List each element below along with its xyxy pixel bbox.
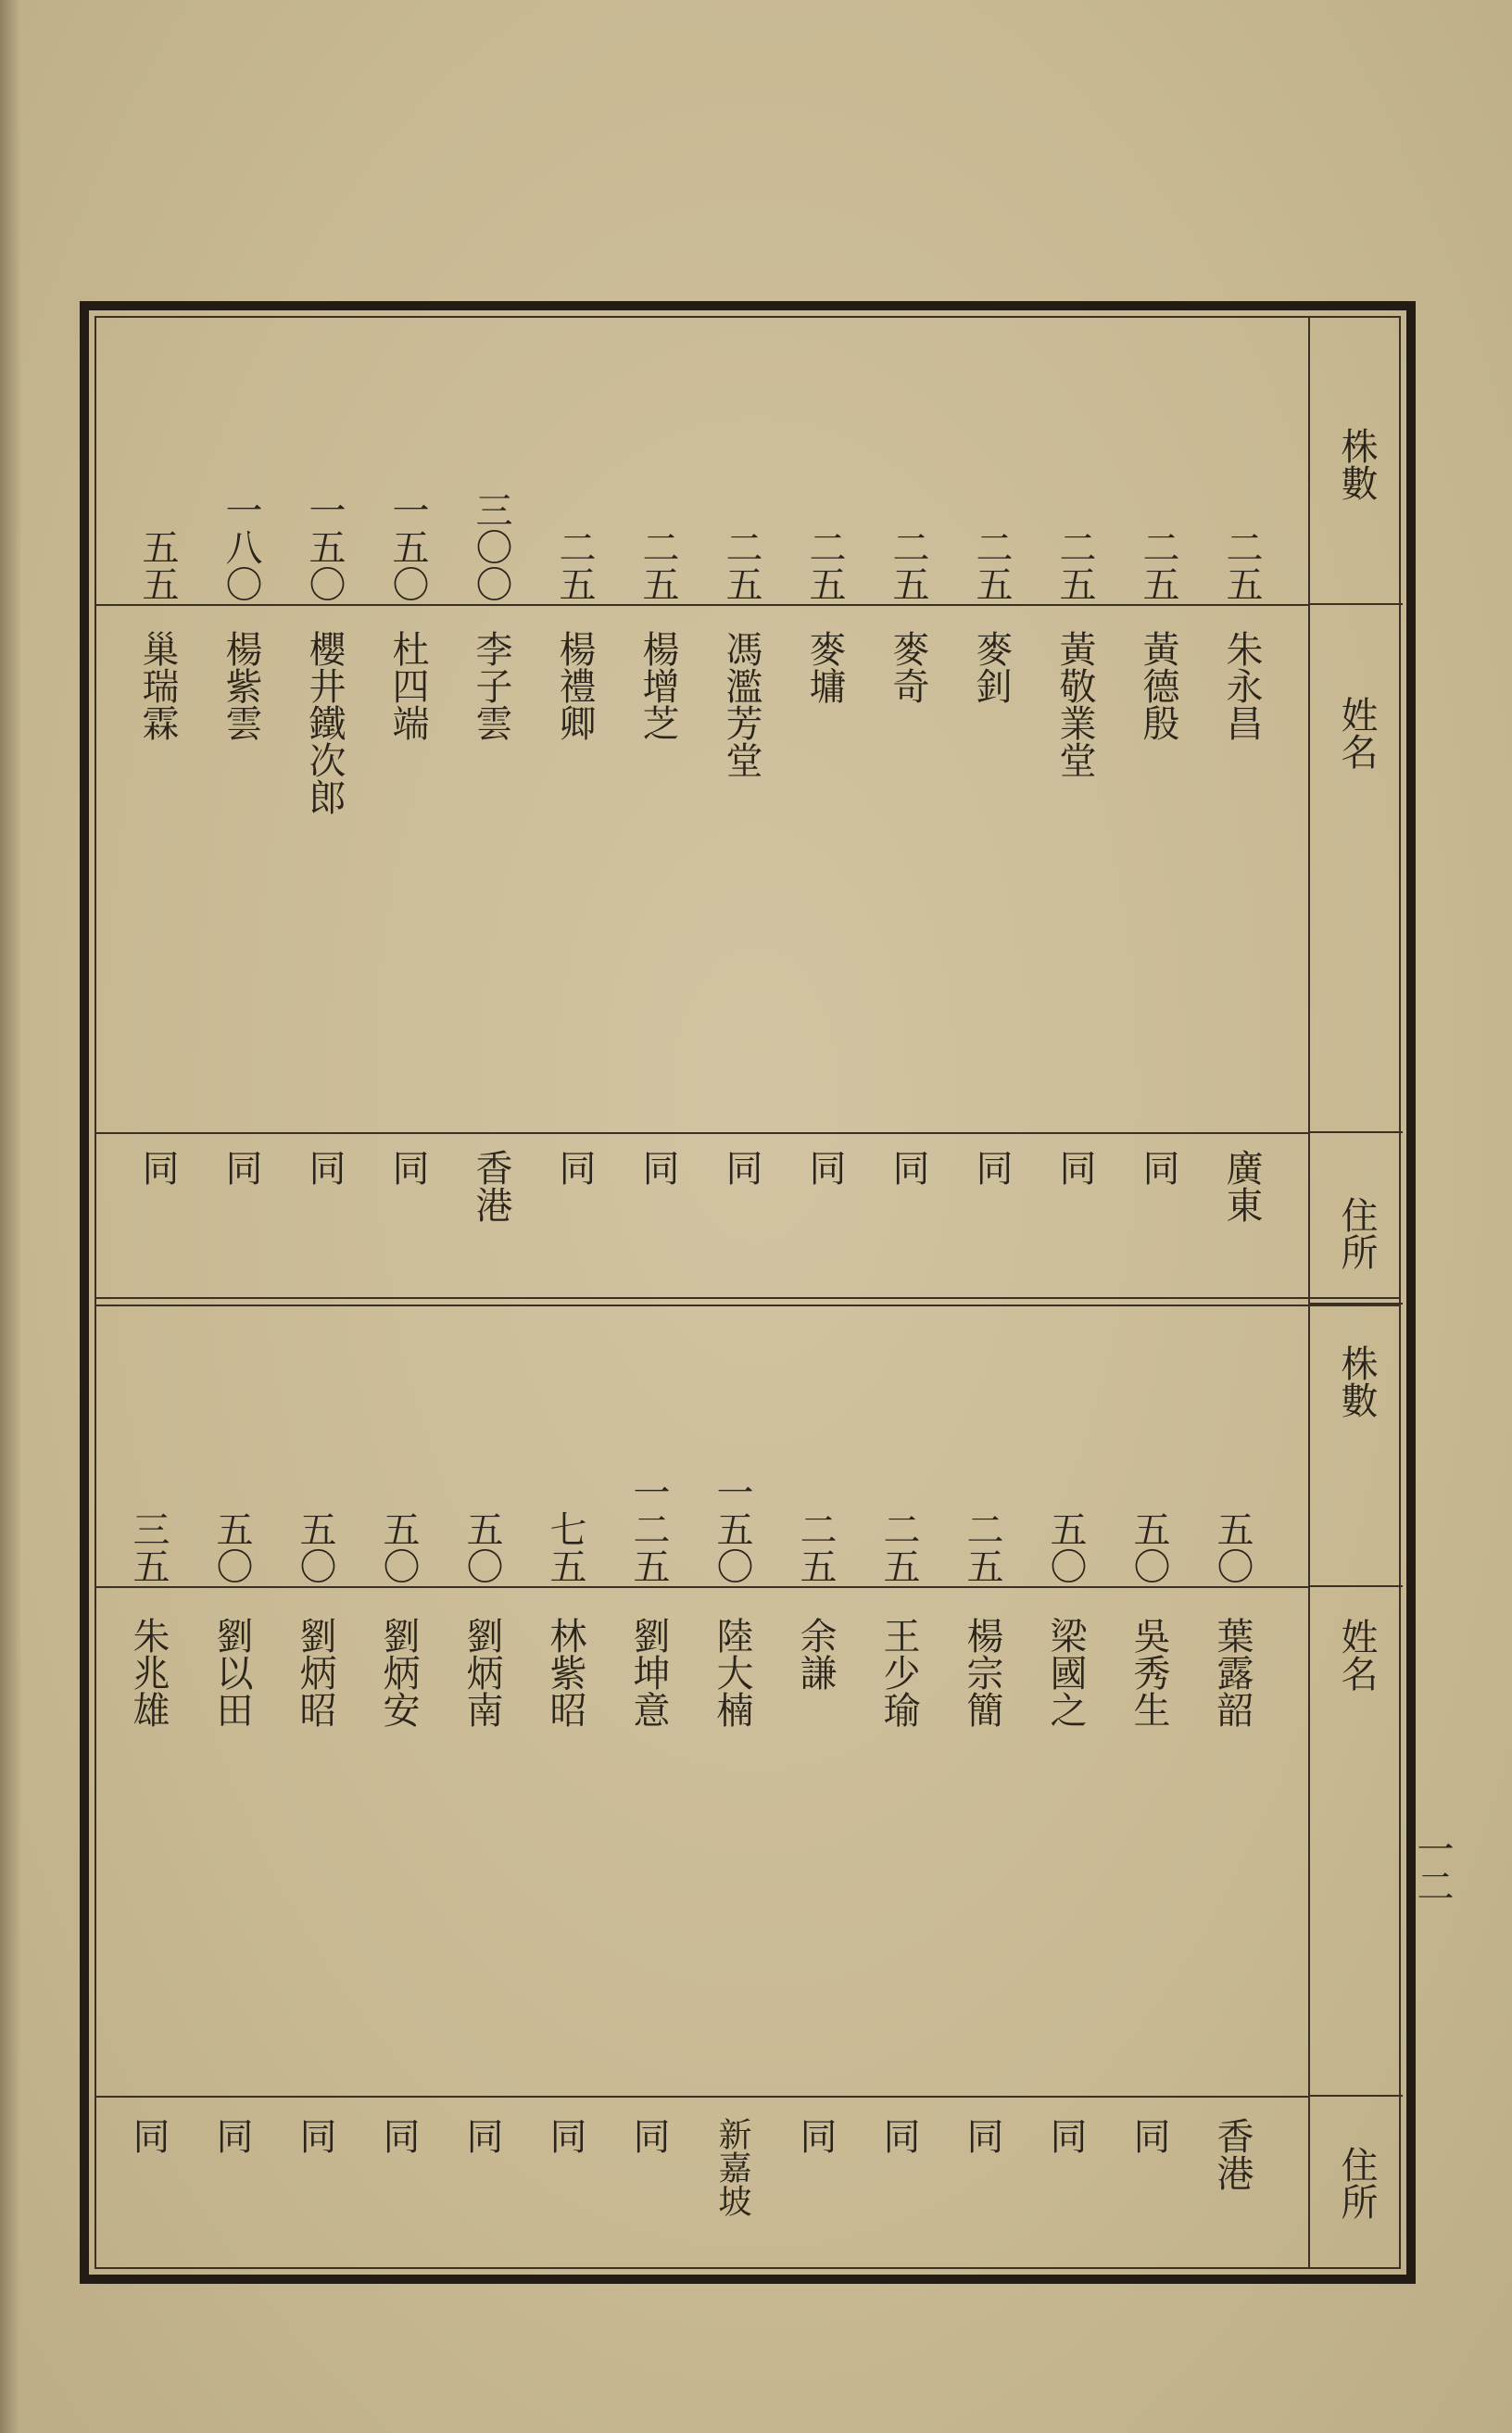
shares-cell: 二五 — [1137, 528, 1179, 602]
shares-cell: 五〇 — [377, 1510, 420, 1584]
name-cell: 梁國之 — [1044, 1617, 1087, 1728]
header-shares-label: 株數 — [1335, 1344, 1378, 1418]
shares-cell: 一五〇 — [303, 491, 346, 602]
shares-cell: 二五 — [877, 1510, 920, 1584]
shares-cell: 五五 — [136, 528, 179, 602]
shares-cell: 一五〇 — [386, 491, 429, 602]
address-cell: 同 — [127, 2117, 170, 2154]
shares-cell: 七五 — [544, 1510, 586, 1584]
header-address-lower — [1310, 2099, 1403, 2266]
shares-cell: 二五 — [553, 528, 596, 602]
page-number: 一二 — [1411, 1830, 1454, 1904]
address-cell: 同 — [553, 1149, 596, 1186]
header-divider — [1310, 1131, 1403, 1133]
address-cell: 同 — [294, 2117, 336, 2154]
name-cell: 櫻井鐵次郎 — [303, 630, 346, 815]
name-cell: 王少瑜 — [877, 1617, 920, 1728]
header-divider — [1310, 2095, 1403, 2097]
address-cell: 同 — [1044, 2117, 1087, 2154]
shares-cell: 二五 — [887, 528, 929, 602]
name-cell: 楊宗簡 — [961, 1617, 1003, 1728]
header-address-label: 住所 — [1335, 2146, 1378, 2220]
shares-cell: 二五 — [636, 528, 679, 602]
name-cell: 吳秀生 — [1128, 1617, 1170, 1728]
header-name-label: 姓名 — [1335, 1618, 1378, 1692]
section-separator — [94, 1305, 1401, 1306]
address-cell: 同 — [627, 2117, 670, 2154]
shares-cell: 五〇 — [460, 1510, 503, 1584]
address-cell: 同 — [1137, 1149, 1179, 1186]
shares-cell: 一五〇 — [711, 1473, 753, 1584]
shares-cell: 二五 — [720, 528, 762, 602]
header-name-label: 姓名 — [1335, 696, 1378, 770]
address-cell: 同 — [136, 1149, 179, 1186]
address-cell: 廣東 — [1220, 1149, 1263, 1223]
address-cell: 香港 — [1211, 2117, 1254, 2191]
name-cell: 馮濫芳堂 — [720, 630, 762, 778]
shares-cell: 三五 — [127, 1510, 170, 1584]
name-cell: 劉炳南 — [460, 1617, 503, 1728]
name-cell: 楊禮卿 — [553, 630, 596, 741]
address-cell: 同 — [377, 2117, 420, 2154]
name-cell: 劉炳昭 — [294, 1617, 336, 1728]
name-cell: 巢瑞霖 — [136, 630, 179, 741]
header-divider — [1310, 1585, 1403, 1587]
name-cell: 劉坤意 — [627, 1617, 670, 1728]
address-cell: 同 — [210, 2117, 253, 2154]
name-cell: 楊增芝 — [636, 630, 679, 741]
header-column — [1308, 316, 1401, 2269]
address-cell: 同 — [386, 1149, 429, 1186]
name-cell: 劉炳安 — [377, 1617, 420, 1728]
shares-cell: 二五 — [803, 528, 846, 602]
address-cell: 同 — [970, 1149, 1013, 1186]
upper-name-rule — [94, 1132, 1308, 1134]
shares-cell: 五〇 — [1211, 1510, 1254, 1584]
header-shares-upper — [1310, 325, 1403, 603]
shares-cell: 二五 — [1220, 528, 1263, 602]
header-shares-lower — [1310, 1307, 1403, 1613]
shares-cell: 五〇 — [1128, 1510, 1170, 1584]
header-address-label: 住所 — [1335, 1196, 1378, 1270]
shares-cell: 二五 — [970, 528, 1013, 602]
address-cell: 同 — [303, 1149, 346, 1186]
name-cell: 麥奇 — [887, 630, 929, 704]
name-cell: 陸大楠 — [711, 1617, 753, 1728]
name-cell: 李子雲 — [470, 630, 512, 741]
section-separator — [94, 1297, 1401, 1299]
name-cell: 杜四端 — [386, 630, 429, 741]
address-cell: 新嘉坡 — [713, 2117, 751, 2217]
shares-cell: 五〇 — [294, 1510, 336, 1584]
name-cell: 朱兆雄 — [127, 1617, 170, 1728]
upper-shares-rule — [94, 604, 1308, 606]
lower-shares-rule — [94, 1586, 1308, 1588]
address-cell: 同 — [1053, 1149, 1096, 1186]
name-cell: 劉以田 — [210, 1617, 253, 1728]
shares-cell: 一八〇 — [220, 491, 262, 602]
shares-cell: 一二五 — [627, 1473, 670, 1584]
address-cell: 同 — [794, 2117, 837, 2154]
shares-cell: 三〇〇 — [470, 491, 512, 602]
address-cell: 同 — [720, 1149, 762, 1186]
name-cell: 黃德殷 — [1137, 630, 1179, 741]
address-cell: 同 — [220, 1149, 262, 1186]
lower-name-rule — [94, 2096, 1308, 2098]
name-cell: 葉露韶 — [1211, 1617, 1254, 1728]
address-cell: 同 — [1128, 2117, 1170, 2154]
header-shares-label: 株數 — [1335, 427, 1378, 501]
name-cell: 林紫昭 — [544, 1617, 586, 1728]
header-name-lower — [1310, 1595, 1403, 2104]
shares-cell: 二五 — [794, 1510, 837, 1584]
shares-cell: 五〇 — [210, 1510, 253, 1584]
shares-cell: 二五 — [1053, 528, 1096, 602]
address-cell: 同 — [636, 1149, 679, 1186]
address-cell: 同 — [877, 2117, 920, 2154]
address-cell: 同 — [887, 1149, 929, 1186]
address-cell: 香港 — [470, 1149, 512, 1223]
name-cell: 麥墉 — [803, 630, 846, 704]
address-cell: 同 — [961, 2117, 1003, 2154]
address-cell: 同 — [544, 2117, 586, 2154]
binding-edge — [0, 0, 20, 2433]
name-cell: 朱永昌 — [1220, 630, 1263, 741]
name-cell: 黃敬業堂 — [1053, 630, 1096, 778]
name-cell: 麥釗 — [970, 630, 1013, 704]
address-cell: 同 — [460, 2117, 503, 2154]
shares-cell: 五〇 — [1044, 1510, 1087, 1584]
name-cell: 楊紫雲 — [220, 630, 262, 741]
address-cell: 同 — [803, 1149, 846, 1186]
header-divider — [1310, 603, 1403, 605]
shares-cell: 二五 — [961, 1510, 1003, 1584]
name-cell: 余謙 — [794, 1617, 837, 1691]
